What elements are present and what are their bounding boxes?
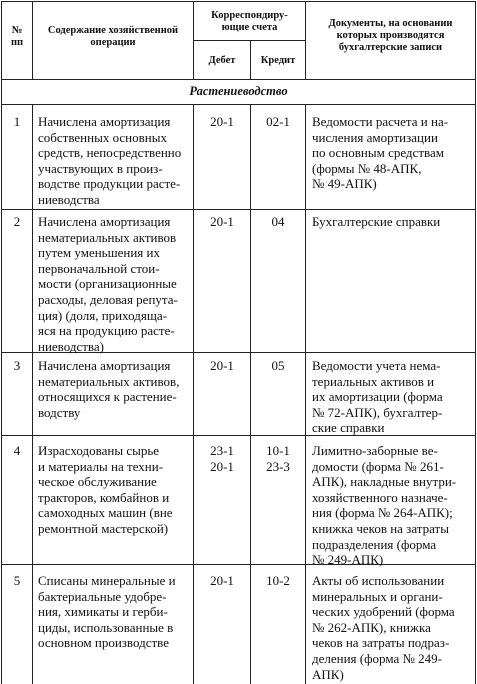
row-2-num: 2 — [13, 214, 21, 229]
row-4-documents: Лимитно-заборные ве- домости (форма № 261- АПК), накладные внутри- хозяйственного назначе- ния (форма № 264-АПК); книжка чеков на затраты подразделения (форма № 249-АПК) — [312, 443, 457, 568]
header-num: № пп — [10, 25, 24, 48]
row-4-num: 4 — [13, 443, 21, 458]
row-2-credit: 04 — [271, 214, 285, 229]
row-1-documents: Ведомости расчета и на- числения амортизации по основным средствам (формы № 48-АПК, № 49-АПК) — [312, 114, 449, 192]
row-3-credit: 05 — [271, 358, 285, 373]
row-1-content: Начислена амортизация собственных основных средств, непосредственно участвующих в произ- водстве продукции расте- ниеводства — [38, 114, 182, 207]
header-debit: Дебет — [208, 55, 236, 66]
row-5-content: Списаны минеральные и бактериальные удобре- ния, химикаты и герби- циды, использованные в основном производстве — [38, 573, 176, 651]
row-5-num: 5 — [13, 573, 21, 588]
row-1-debit: 20-1 — [210, 114, 234, 129]
row-4-credit: 10-1 23-3 — [266, 443, 290, 474]
row-5-documents: Акты об использовании минеральных и органи- ческих удобрений (форма № 262-АПК), книжка чеков на затраты подраз- деления (форма № 249- АПК) — [312, 573, 455, 682]
header-content: Содержание хозяйственной операции — [47, 25, 179, 48]
row-5-debit: 20-1 — [210, 573, 234, 588]
header-documents: Документы, на основании которых производятся бухгалтерские записи — [328, 18, 453, 53]
row-2-documents: Бухгалтерские справки — [312, 214, 441, 229]
row-3-content: Начислена амортизация нематериальных активов, относящихся к растение- водству — [38, 358, 180, 420]
row-2-content: Начислена амортизация нематериальных активов путем уменьшения их первоначальной стои- мости (организационные расходы, деловая репута- ция) (доля, приходяща- яся на продукцию расте- ниеводства) — [38, 214, 178, 354]
row-1-credit: 02-1 — [266, 114, 290, 129]
row-2-debit: 20-1 — [210, 214, 234, 229]
row-1-num: 1 — [13, 114, 21, 129]
section-title: Растениеводство — [189, 84, 288, 98]
row-3-documents: Ведомости учета нема- териальных активов и их амортизации (форма № 72-АПК), бухгалтер- ские справки — [312, 358, 443, 436]
row-5-credit: 10-2 — [266, 573, 290, 588]
row-3-num: 3 — [13, 358, 21, 373]
row-3-debit: 20-1 — [210, 358, 234, 373]
row-4-content: Израсходованы сырье и материалы на техни- ческое обслуживание тракторов, комбайнов и самоходных машин (вне ремонтной мастерской) — [38, 443, 173, 536]
header-accounts: Корреспондиру- ющие счета — [211, 10, 288, 33]
header-credit: Кредит — [260, 55, 296, 66]
row-4-debit: 23-1 20-1 — [210, 443, 234, 474]
